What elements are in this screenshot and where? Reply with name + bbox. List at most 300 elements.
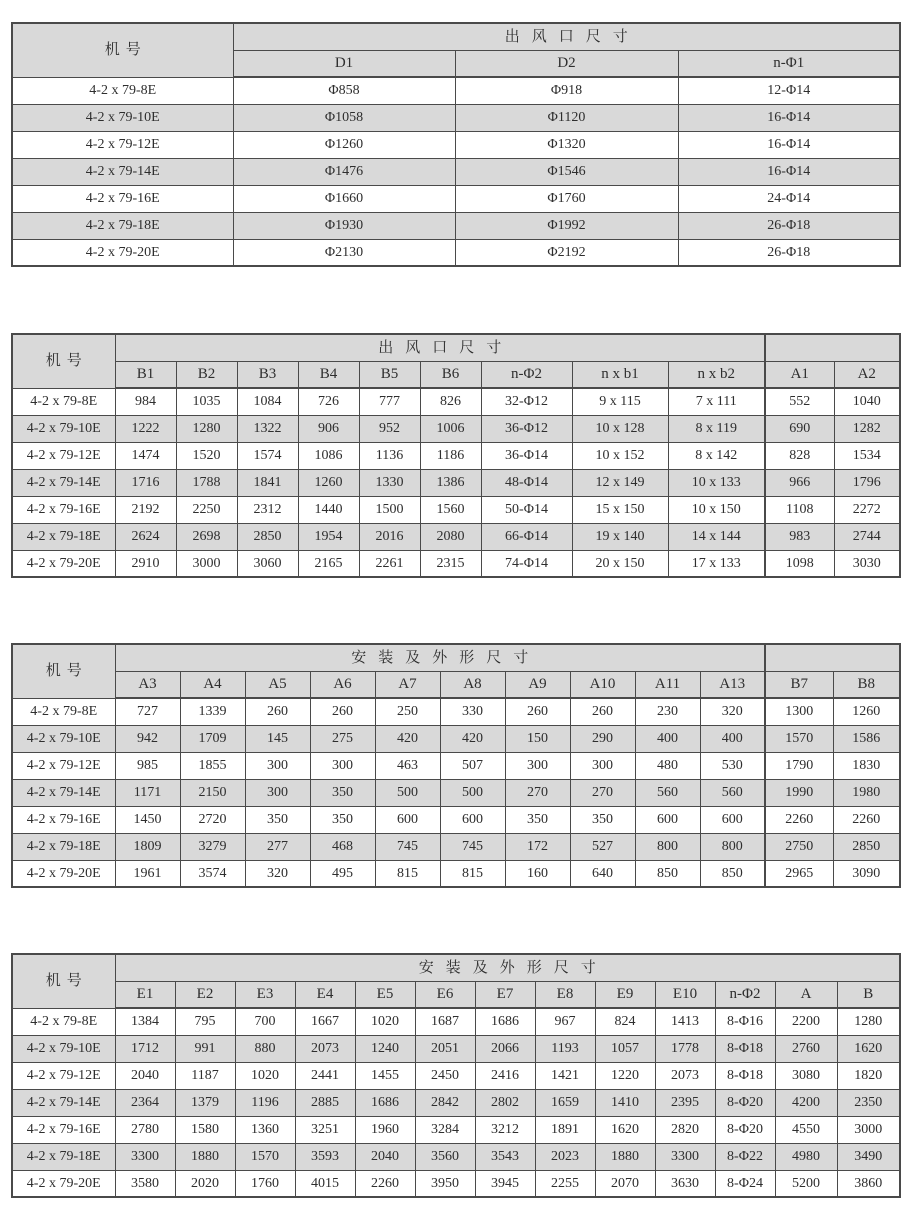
value-cell: 800 — [635, 833, 700, 860]
table-row — [12, 779, 900, 806]
value-cell: 966 — [765, 469, 834, 496]
column-header: E4 — [295, 981, 355, 1008]
value-cell: 1961 — [115, 860, 180, 887]
value-cell: 1040 — [834, 388, 900, 415]
value-cell: 2073 — [295, 1035, 355, 1062]
value-cell: 3090 — [833, 860, 900, 887]
value-cell: 8-Φ18 — [715, 1035, 775, 1062]
value-cell: 1880 — [175, 1143, 235, 1170]
table-row — [12, 496, 900, 523]
value-cell: 350 — [505, 806, 570, 833]
value-cell: 48-Φ14 — [481, 469, 572, 496]
value-cell: 1260 — [298, 469, 359, 496]
machine-no-cell: 4-2 x 79-8E — [12, 1008, 115, 1035]
column-header: A — [775, 981, 837, 1008]
column-header: B5 — [359, 361, 420, 388]
value-cell: 1560 — [420, 496, 481, 523]
value-cell: 1240 — [355, 1035, 415, 1062]
value-cell: 826 — [420, 388, 481, 415]
value-cell: 270 — [505, 779, 570, 806]
value-cell: 1006 — [420, 415, 481, 442]
table-row — [12, 212, 900, 239]
machine-no-header: 机号 — [12, 954, 115, 1008]
value-cell: 2698 — [176, 523, 237, 550]
value-cell: 320 — [245, 860, 310, 887]
machine-no-header: 机号 — [12, 644, 115, 698]
group-header: 出风口尺寸 — [115, 334, 765, 361]
value-cell: 9 x 115 — [572, 388, 668, 415]
value-cell: 1586 — [833, 725, 900, 752]
value-cell: 2272 — [834, 496, 900, 523]
value-cell: 2250 — [176, 496, 237, 523]
column-header: A13 — [700, 671, 765, 698]
value-cell: 3630 — [655, 1170, 715, 1197]
value-cell: 300 — [245, 779, 310, 806]
machine-no-cell: 4-2 x 79-8E — [12, 77, 233, 104]
value-cell: 726 — [298, 388, 359, 415]
value-cell: 500 — [440, 779, 505, 806]
table-row — [12, 752, 900, 779]
column-header: E7 — [475, 981, 535, 1008]
value-cell: 468 — [310, 833, 375, 860]
value-cell: 17 x 133 — [668, 550, 765, 577]
value-cell: 828 — [765, 442, 834, 469]
value-cell: 400 — [635, 725, 700, 752]
value-cell: 2850 — [833, 833, 900, 860]
value-cell: 2364 — [115, 1089, 175, 1116]
value-cell: 1455 — [355, 1062, 415, 1089]
value-cell: 800 — [700, 833, 765, 860]
column-header: A3 — [115, 671, 180, 698]
value-cell: Φ1058 — [233, 104, 455, 131]
value-cell: 560 — [700, 779, 765, 806]
value-cell: 2760 — [775, 1035, 837, 1062]
value-cell: 1339 — [180, 698, 245, 725]
column-header: n x b2 — [668, 361, 765, 388]
value-cell: 1716 — [115, 469, 176, 496]
value-cell: 527 — [570, 833, 635, 860]
table-row — [12, 550, 900, 577]
value-cell: 277 — [245, 833, 310, 860]
value-cell: 2261 — [359, 550, 420, 577]
value-cell: 4550 — [775, 1116, 837, 1143]
value-cell: 26-Φ18 — [678, 239, 900, 266]
value-cell: 777 — [359, 388, 420, 415]
value-cell: 2020 — [175, 1170, 235, 1197]
value-cell: 1788 — [176, 469, 237, 496]
value-cell: 906 — [298, 415, 359, 442]
table-row — [12, 1062, 900, 1089]
value-cell: 1620 — [837, 1035, 900, 1062]
machine-no-cell: 4-2 x 79-14E — [12, 1089, 115, 1116]
value-cell: 3279 — [180, 833, 245, 860]
value-cell: 1035 — [176, 388, 237, 415]
value-cell: 1440 — [298, 496, 359, 523]
value-cell: 1659 — [535, 1089, 595, 1116]
value-cell: 3251 — [295, 1116, 355, 1143]
table-row — [12, 1008, 900, 1035]
value-cell: 1187 — [175, 1062, 235, 1089]
value-cell: 1570 — [235, 1143, 295, 1170]
table-row — [12, 131, 900, 158]
value-cell: 8-Φ24 — [715, 1170, 775, 1197]
value-cell: 1360 — [235, 1116, 295, 1143]
value-cell: 2165 — [298, 550, 359, 577]
value-cell: 1413 — [655, 1008, 715, 1035]
value-cell: 1990 — [765, 779, 833, 806]
value-cell: 420 — [375, 725, 440, 752]
machine-no-cell: 4-2 x 79-10E — [12, 104, 233, 131]
machine-no-cell: 4-2 x 79-20E — [12, 1170, 115, 1197]
column-header: E10 — [655, 981, 715, 1008]
value-cell: 507 — [440, 752, 505, 779]
value-cell: 1196 — [235, 1089, 295, 1116]
value-cell: 4980 — [775, 1143, 837, 1170]
value-cell: 880 — [235, 1035, 295, 1062]
value-cell: 2200 — [775, 1008, 837, 1035]
value-cell: 350 — [310, 806, 375, 833]
value-cell: 2073 — [655, 1062, 715, 1089]
column-header: B4 — [298, 361, 359, 388]
column-header: E5 — [355, 981, 415, 1008]
column-header: E9 — [595, 981, 655, 1008]
value-cell: 1450 — [115, 806, 180, 833]
value-cell: 260 — [245, 698, 310, 725]
value-cell: 600 — [635, 806, 700, 833]
value-cell: 8 x 119 — [668, 415, 765, 442]
value-cell: 1570 — [765, 725, 833, 752]
machine-no-cell: 4-2 x 79-16E — [12, 185, 233, 212]
value-cell: 1580 — [175, 1116, 235, 1143]
value-cell: 1330 — [359, 469, 420, 496]
value-cell: 8-Φ20 — [715, 1116, 775, 1143]
value-cell: Φ1660 — [233, 185, 455, 212]
value-cell: 3000 — [837, 1116, 900, 1143]
value-cell: 824 — [595, 1008, 655, 1035]
machine-no-cell: 4-2 x 79-14E — [12, 779, 115, 806]
column-header: A4 — [180, 671, 245, 698]
value-cell: 145 — [245, 725, 310, 752]
value-cell: 850 — [700, 860, 765, 887]
value-cell: 3593 — [295, 1143, 355, 1170]
value-cell: 1712 — [115, 1035, 175, 1062]
value-cell: 640 — [570, 860, 635, 887]
column-header: B7 — [765, 671, 833, 698]
machine-no-cell: 4-2 x 79-20E — [12, 860, 115, 887]
column-header: D1 — [233, 50, 455, 77]
value-cell: 1667 — [295, 1008, 355, 1035]
value-cell: 1280 — [837, 1008, 900, 1035]
value-cell: 745 — [440, 833, 505, 860]
value-cell: 8-Φ18 — [715, 1062, 775, 1089]
value-cell: 1500 — [359, 496, 420, 523]
value-cell: 552 — [765, 388, 834, 415]
machine-no-cell: 4-2 x 79-10E — [12, 415, 115, 442]
value-cell: 3560 — [415, 1143, 475, 1170]
value-cell: 1086 — [298, 442, 359, 469]
value-cell: 1954 — [298, 523, 359, 550]
value-cell: 8-Φ20 — [715, 1089, 775, 1116]
value-cell: 7 x 111 — [668, 388, 765, 415]
value-cell: 1421 — [535, 1062, 595, 1089]
value-cell: 10 x 128 — [572, 415, 668, 442]
column-header: A2 — [834, 361, 900, 388]
value-cell: 1880 — [595, 1143, 655, 1170]
group-header: 安装及外形尺寸 — [115, 954, 900, 981]
value-cell: 19 x 140 — [572, 523, 668, 550]
value-cell: 967 — [535, 1008, 595, 1035]
value-cell: 2842 — [415, 1089, 475, 1116]
value-cell: 983 — [765, 523, 834, 550]
value-cell: 600 — [375, 806, 440, 833]
value-cell: 2744 — [834, 523, 900, 550]
value-cell: 3490 — [837, 1143, 900, 1170]
column-header: A6 — [310, 671, 375, 698]
blank-header-cell — [765, 644, 900, 671]
value-cell: 1186 — [420, 442, 481, 469]
value-cell: 1809 — [115, 833, 180, 860]
value-cell: 66-Φ14 — [481, 523, 572, 550]
table-row — [12, 860, 900, 887]
value-cell: 1171 — [115, 779, 180, 806]
value-cell: 350 — [245, 806, 310, 833]
machine-no-cell: 4-2 x 79-18E — [12, 1143, 115, 1170]
table-row — [12, 239, 900, 266]
value-cell: 1520 — [176, 442, 237, 469]
value-cell: 420 — [440, 725, 505, 752]
column-header-row — [12, 361, 900, 388]
value-cell: 8-Φ16 — [715, 1008, 775, 1035]
table-row — [12, 415, 900, 442]
mounting-outline-e-table — [11, 953, 901, 1198]
value-cell: 10 x 152 — [572, 442, 668, 469]
value-cell: 942 — [115, 725, 180, 752]
value-cell: 952 — [359, 415, 420, 442]
value-cell: 2780 — [115, 1116, 175, 1143]
value-cell: Φ2192 — [455, 239, 678, 266]
value-cell: 3212 — [475, 1116, 535, 1143]
value-cell: 290 — [570, 725, 635, 752]
value-cell: 2350 — [837, 1089, 900, 1116]
column-header: E8 — [535, 981, 595, 1008]
table-row — [12, 523, 900, 550]
value-cell: 1980 — [833, 779, 900, 806]
value-cell: 160 — [505, 860, 570, 887]
table-row — [12, 806, 900, 833]
value-cell: 2850 — [237, 523, 298, 550]
table-row — [12, 1035, 900, 1062]
value-cell: 1098 — [765, 550, 834, 577]
value-cell: 2260 — [765, 806, 833, 833]
column-header: E1 — [115, 981, 175, 1008]
value-cell: 1136 — [359, 442, 420, 469]
machine-no-cell: 4-2 x 79-8E — [12, 698, 115, 725]
value-cell: 300 — [570, 752, 635, 779]
column-header: A9 — [505, 671, 570, 698]
value-cell: 1193 — [535, 1035, 595, 1062]
column-header: n-Φ1 — [678, 50, 900, 77]
value-cell: 795 — [175, 1008, 235, 1035]
value-cell: 727 — [115, 698, 180, 725]
value-cell: 1686 — [475, 1008, 535, 1035]
table-row — [12, 469, 900, 496]
value-cell: 1108 — [765, 496, 834, 523]
value-cell: 1534 — [834, 442, 900, 469]
value-cell: 10 x 133 — [668, 469, 765, 496]
value-cell: 1574 — [237, 442, 298, 469]
mounting-outline-a-table — [11, 643, 901, 888]
machine-no-cell: 4-2 x 79-10E — [12, 1035, 115, 1062]
machine-no-cell: 4-2 x 79-16E — [12, 806, 115, 833]
value-cell: 815 — [440, 860, 505, 887]
value-cell: 172 — [505, 833, 570, 860]
value-cell: 1220 — [595, 1062, 655, 1089]
value-cell: 3860 — [837, 1170, 900, 1197]
outlet-dimensions-diameter-table — [11, 22, 901, 267]
table-row — [12, 1170, 900, 1197]
value-cell: Φ1120 — [455, 104, 678, 131]
value-cell: 2720 — [180, 806, 245, 833]
value-cell: 2885 — [295, 1089, 355, 1116]
value-cell: 14 x 144 — [668, 523, 765, 550]
table-row — [12, 1089, 900, 1116]
value-cell: 32-Φ12 — [481, 388, 572, 415]
value-cell: 991 — [175, 1035, 235, 1062]
value-cell: 3284 — [415, 1116, 475, 1143]
value-cell: 1687 — [415, 1008, 475, 1035]
value-cell: 3543 — [475, 1143, 535, 1170]
column-header: A5 — [245, 671, 310, 698]
value-cell: 2051 — [415, 1035, 475, 1062]
value-cell: 8-Φ22 — [715, 1143, 775, 1170]
value-cell: 3030 — [834, 550, 900, 577]
machine-no-header: 机号 — [12, 334, 115, 388]
value-cell: 24-Φ14 — [678, 185, 900, 212]
group-header-row — [12, 644, 900, 671]
machine-no-cell: 4-2 x 79-16E — [12, 496, 115, 523]
value-cell: 8 x 142 — [668, 442, 765, 469]
value-cell: 2441 — [295, 1062, 355, 1089]
value-cell: 3574 — [180, 860, 245, 887]
value-cell: 1891 — [535, 1116, 595, 1143]
value-cell: 480 — [635, 752, 700, 779]
value-cell: 2802 — [475, 1089, 535, 1116]
value-cell: Φ1930 — [233, 212, 455, 239]
value-cell: 2023 — [535, 1143, 595, 1170]
value-cell: 270 — [570, 779, 635, 806]
value-cell: 1379 — [175, 1089, 235, 1116]
column-header: E2 — [175, 981, 235, 1008]
value-cell: 2260 — [355, 1170, 415, 1197]
value-cell: 12 x 149 — [572, 469, 668, 496]
group-header-row — [12, 23, 900, 50]
value-cell: 1620 — [595, 1116, 655, 1143]
table-row — [12, 1143, 900, 1170]
column-header: A11 — [635, 671, 700, 698]
value-cell: 350 — [310, 779, 375, 806]
value-cell: 1084 — [237, 388, 298, 415]
value-cell: 560 — [635, 779, 700, 806]
value-cell: Φ2130 — [233, 239, 455, 266]
value-cell: 400 — [700, 725, 765, 752]
outlet-dimensions-b-table — [11, 333, 901, 578]
value-cell: 260 — [505, 698, 570, 725]
machine-no-cell: 4-2 x 79-18E — [12, 212, 233, 239]
value-cell: 3945 — [475, 1170, 535, 1197]
value-cell: 1820 — [837, 1062, 900, 1089]
value-cell: Φ1546 — [455, 158, 678, 185]
machine-no-cell: 4-2 x 79-8E — [12, 388, 115, 415]
value-cell: 2150 — [180, 779, 245, 806]
value-cell: Φ1320 — [455, 131, 678, 158]
machine-no-header: 机号 — [12, 23, 233, 77]
value-cell: 3000 — [176, 550, 237, 577]
table-row — [12, 104, 900, 131]
value-cell: 2080 — [420, 523, 481, 550]
value-cell: 2450 — [415, 1062, 475, 1089]
value-cell: 1322 — [237, 415, 298, 442]
value-cell: 16-Φ14 — [678, 158, 900, 185]
value-cell: 495 — [310, 860, 375, 887]
value-cell: 745 — [375, 833, 440, 860]
value-cell: 1300 — [765, 698, 833, 725]
value-cell: Φ1760 — [455, 185, 678, 212]
column-header: n-Φ2 — [715, 981, 775, 1008]
table-row — [12, 185, 900, 212]
value-cell: 2070 — [595, 1170, 655, 1197]
value-cell: 230 — [635, 698, 700, 725]
value-cell: 463 — [375, 752, 440, 779]
machine-no-cell: 4-2 x 79-20E — [12, 239, 233, 266]
value-cell: 4015 — [295, 1170, 355, 1197]
group-header: 出风口尺寸 — [233, 23, 900, 50]
machine-no-cell: 4-2 x 79-14E — [12, 158, 233, 185]
value-cell: 600 — [440, 806, 505, 833]
machine-no-cell: 4-2 x 79-12E — [12, 752, 115, 779]
column-header: E6 — [415, 981, 475, 1008]
value-cell: 36-Φ12 — [481, 415, 572, 442]
value-cell: 1686 — [355, 1089, 415, 1116]
value-cell: 2312 — [237, 496, 298, 523]
value-cell: 2066 — [475, 1035, 535, 1062]
value-cell: 26-Φ18 — [678, 212, 900, 239]
value-cell: 1260 — [833, 698, 900, 725]
value-cell: 3300 — [115, 1143, 175, 1170]
value-cell: 50-Φ14 — [481, 496, 572, 523]
machine-no-cell: 4-2 x 79-16E — [12, 1116, 115, 1143]
machine-no-cell: 4-2 x 79-12E — [12, 442, 115, 469]
column-header: A8 — [440, 671, 505, 698]
value-cell: 260 — [570, 698, 635, 725]
value-cell: 1960 — [355, 1116, 415, 1143]
value-cell: 1280 — [176, 415, 237, 442]
column-header: A10 — [570, 671, 635, 698]
value-cell: 1841 — [237, 469, 298, 496]
value-cell: 1386 — [420, 469, 481, 496]
value-cell: 330 — [440, 698, 505, 725]
value-cell: 150 — [505, 725, 570, 752]
value-cell: 530 — [700, 752, 765, 779]
group-header: 安装及外形尺寸 — [115, 644, 765, 671]
value-cell: 300 — [505, 752, 570, 779]
value-cell: 2315 — [420, 550, 481, 577]
value-cell: 815 — [375, 860, 440, 887]
value-cell: 850 — [635, 860, 700, 887]
value-cell: 2624 — [115, 523, 176, 550]
value-cell: Φ1476 — [233, 158, 455, 185]
value-cell: 350 — [570, 806, 635, 833]
blank-header-cell — [765, 334, 900, 361]
